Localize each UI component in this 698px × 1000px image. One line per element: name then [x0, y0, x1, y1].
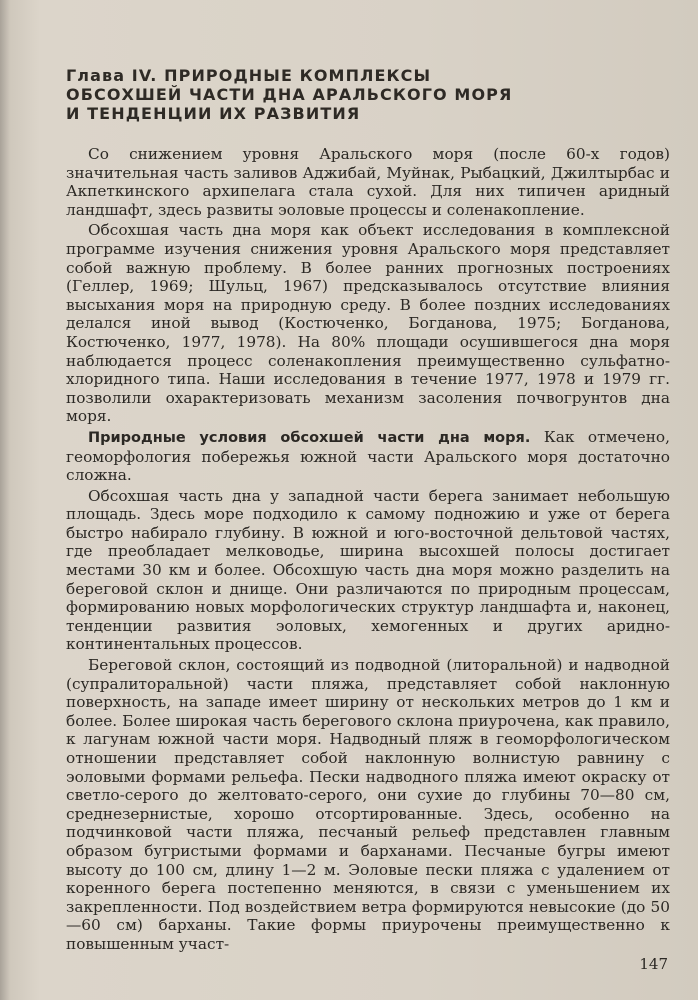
paragraph-1: Со снижением уровня Аральского моря (после 60-х годов) значительная часть заливов Аджибай, Муйнак, Рыбацкий, Джилтырбас и Акпеткинского архипелага стала сухой. Для них типичен аридный ландшафт, здесь развиты эоловые процессы и соленакопление.: [66, 145, 670, 219]
paragraph-3-text: Как отмечено, геоморфология побережья южной части Аральского моря достаточно сложна.: [66, 427, 670, 485]
paragraph-5: Береговой склон, состоящий из подводной (литоральной) и надводной (супралиторальной) части пляжа, представляет собой наклонную поверхность, на западе имеет ширину от нескольких метров до 1 км и более. Более широкая часть берегового склона приурочена, как правило, к лагунам южной части моря. Надводный пляж в геоморфологическом отношении представляет собой наклонную волнистую равнину с эоловыми формами рельефа. Пески надводного пляжа имеют окраску от светло-серого до желтовато-серого, они сухие до глубины 70—80 см, среднезернистые, хорошо отсортированные. Здесь, особенно на подчинковой части пляжа, песчаный рельеф представлен главным образом бугристыми формами и барханами. Песчаные бугры имеют высоту до 100 см, длину 1—2 м. Эоловые пески пляжа с удалением от коренного берега постепенно меняются, в связи с уменьшением их закрепленности. Под воздействием ветра формируются невысокие (до 50—60 см) барханы. Такие формы приурочены преимущественно к повышенным участ-: [66, 656, 670, 953]
chapter-title-line-1: Глава IV. ПРИРОДНЫЕ КОМПЛЕКСЫ: [66, 66, 432, 85]
paragraph-4: Обсохшая часть дна у западной части берега занимает небольшую площадь. Здесь море подходило к самому подножию и уже от берега быстро набирало глубину. В южной и юго-восточной дельтовой частях, где преобладает мелководье, ширина высохшей полосы достигает местами 30 км и более. Обсохшую часть дна моря можно разделить на береговой склон и днище. Они различаются по природным процессам, формированию новых морфологических структур ландшафта и, наконец, тенденции развития эоловых, хемогенных и других аридно-континентальных процессов.: [66, 486, 670, 654]
paragraph-3-lead: Природные условия обсохшей части дна моря.: [88, 429, 531, 446]
chapter-title-line-3: И ТЕНДЕНЦИИ ИХ РАЗВИТИЯ: [66, 104, 361, 123]
page-content: [66, 66, 670, 954]
paragraph-2: Обсохшая часть дна моря как объект исследования в комплексной программе изучения снижения уровня Аральского моря представляет собой важную проблему. В более ранних прогнозных построениях (Геллер, 1969; Шульц, 1967) предсказывалось отсутствие влияния высыхания моря на природную среду. В более поздних исследованиях делался иной вывод (Костюченко, Богданова, 1975; Богданова, Костюченко, 1977, 1978). На 80% площади осушившегося дна моря наблюдается процесс соленакопления преимущественно сульфатно-хлоридного типа. Наши исследования в течение 1977, 1978 и 1979 гг. позволили охарактеризовать механизм засоления почвогрунтов дна моря.: [66, 221, 670, 426]
chapter-title-line-2: ОБСОХШЕЙ ЧАСТИ ДНА АРАЛЬСКОГО МОРЯ: [66, 85, 513, 104]
paragraph-3: [66, 428, 670, 485]
chapter-title: [66, 66, 670, 123]
page-number: 147: [639, 955, 668, 973]
